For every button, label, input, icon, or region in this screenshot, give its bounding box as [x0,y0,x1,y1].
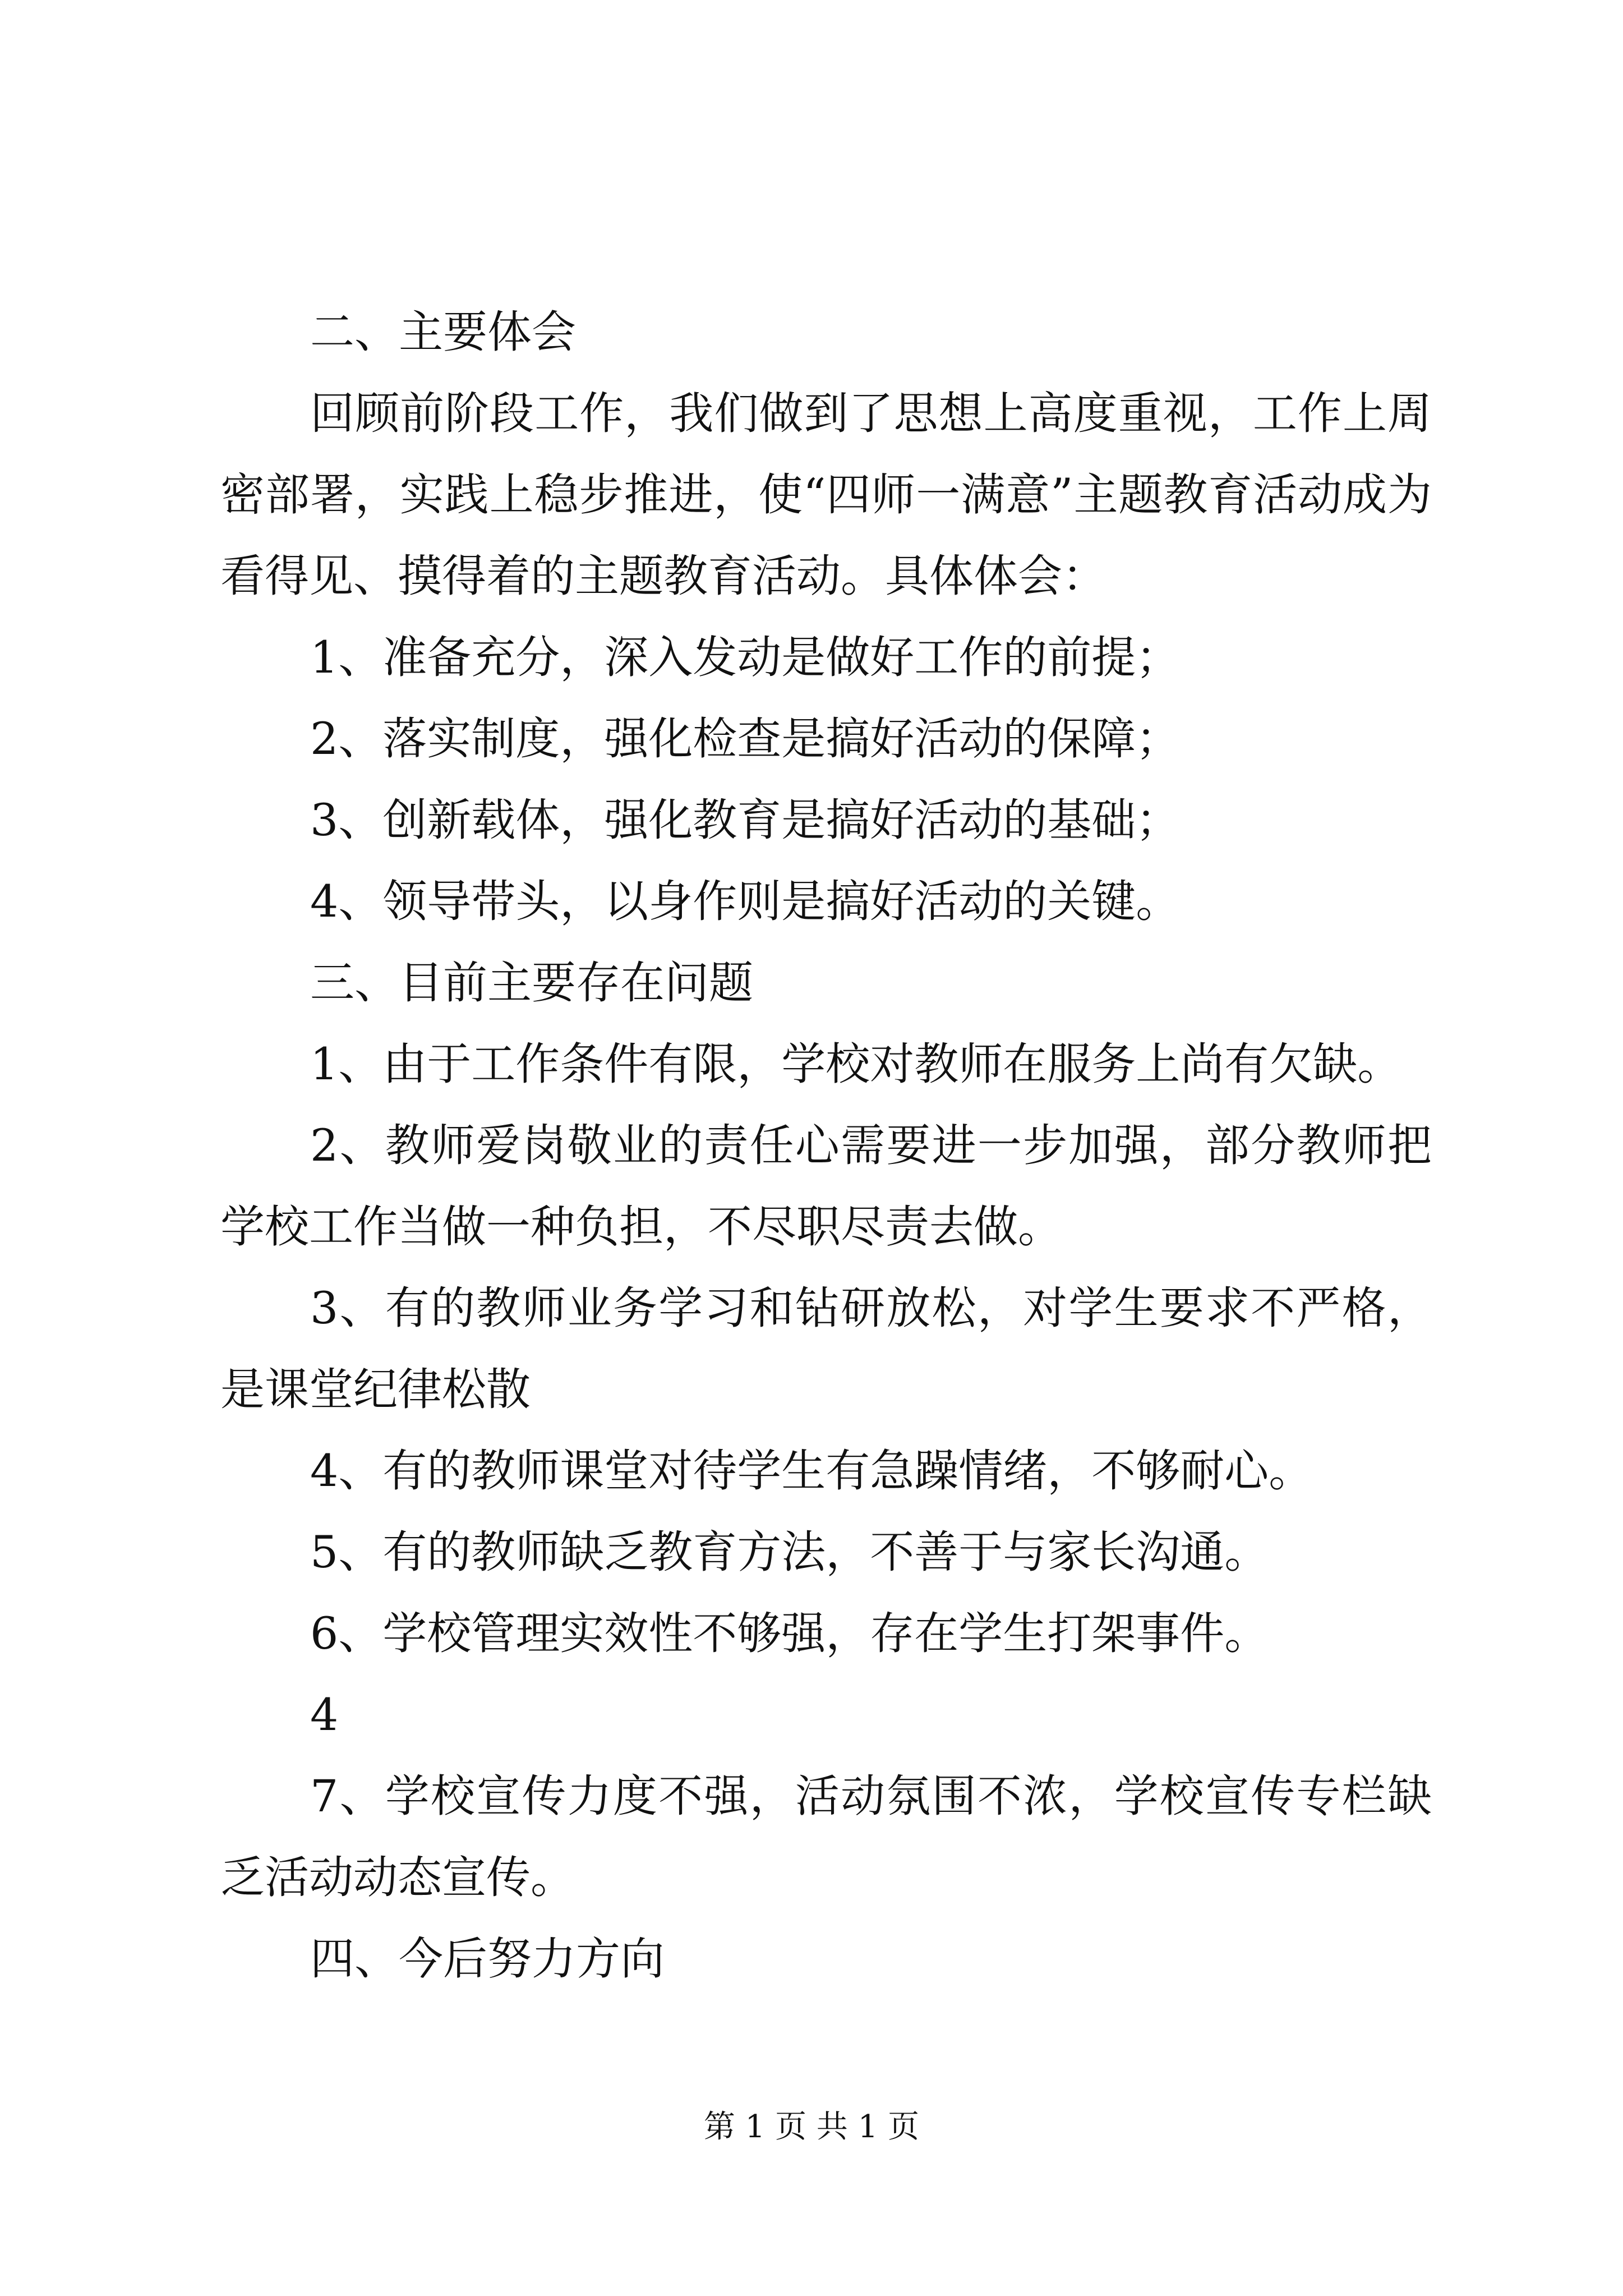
section-heading: 四、今后努力方向 [310,1933,665,1985]
document-body [220,292,1432,2000]
list-item: 4、有的教师课堂对待学生有急躁情绪，不够耐心。 [310,1445,1313,1497]
list-item: 5、有的教师缺乏教育方法，不善于与家长沟通。 [310,1526,1269,1578]
list-item: 2、落实制度，强化检查是搞好活动的保障； [310,713,1181,765]
body-paragraph: 回顾前阶段工作，我们做到了思想上高度重视，工作上周密部署，实践上稳步推进，使“四师一满意”主题教育活动成为看得见、摸得着的主题教育活动。具体体会： [220,388,1432,602]
list-item: 4、领导带头，以身作则是搞好活动的关键。 [310,876,1181,927]
page-footer: 第 1 页 共 1 页 [703,2109,920,2145]
list-item: 1、由于工作条件有限，学校对教师在服务上尚有欠缺。 [310,1038,1402,1090]
list-item: 2、教师爱岗敬业的责任心需要进一步加强，部分教师把学校工作当做一种负担，不尽职尽责去做。 [220,1120,1432,1253]
list-item: 3、创新载体，强化教育是搞好活动的基础； [310,794,1181,846]
section-heading: 二、主要体会 [310,306,576,358]
list-item: 6、学校管理实效性不够强，存在学生打架事件。 [310,1608,1269,1659]
stray-number: 4 [310,1689,339,1741]
list-item: 3、有的教师业务学习和钻研放松，对学生要求不严格，是课堂纪律松散 [220,1282,1432,1415]
section-heading: 三、目前主要存在问题 [310,957,753,1009]
list-item: 7、学校宣传力度不强，活动氛围不浓，学校宣传专栏缺乏活动动态宣传。 [220,1770,1432,1903]
list-item: 1、准备充分，深入发动是做好工作的前提； [310,632,1181,683]
